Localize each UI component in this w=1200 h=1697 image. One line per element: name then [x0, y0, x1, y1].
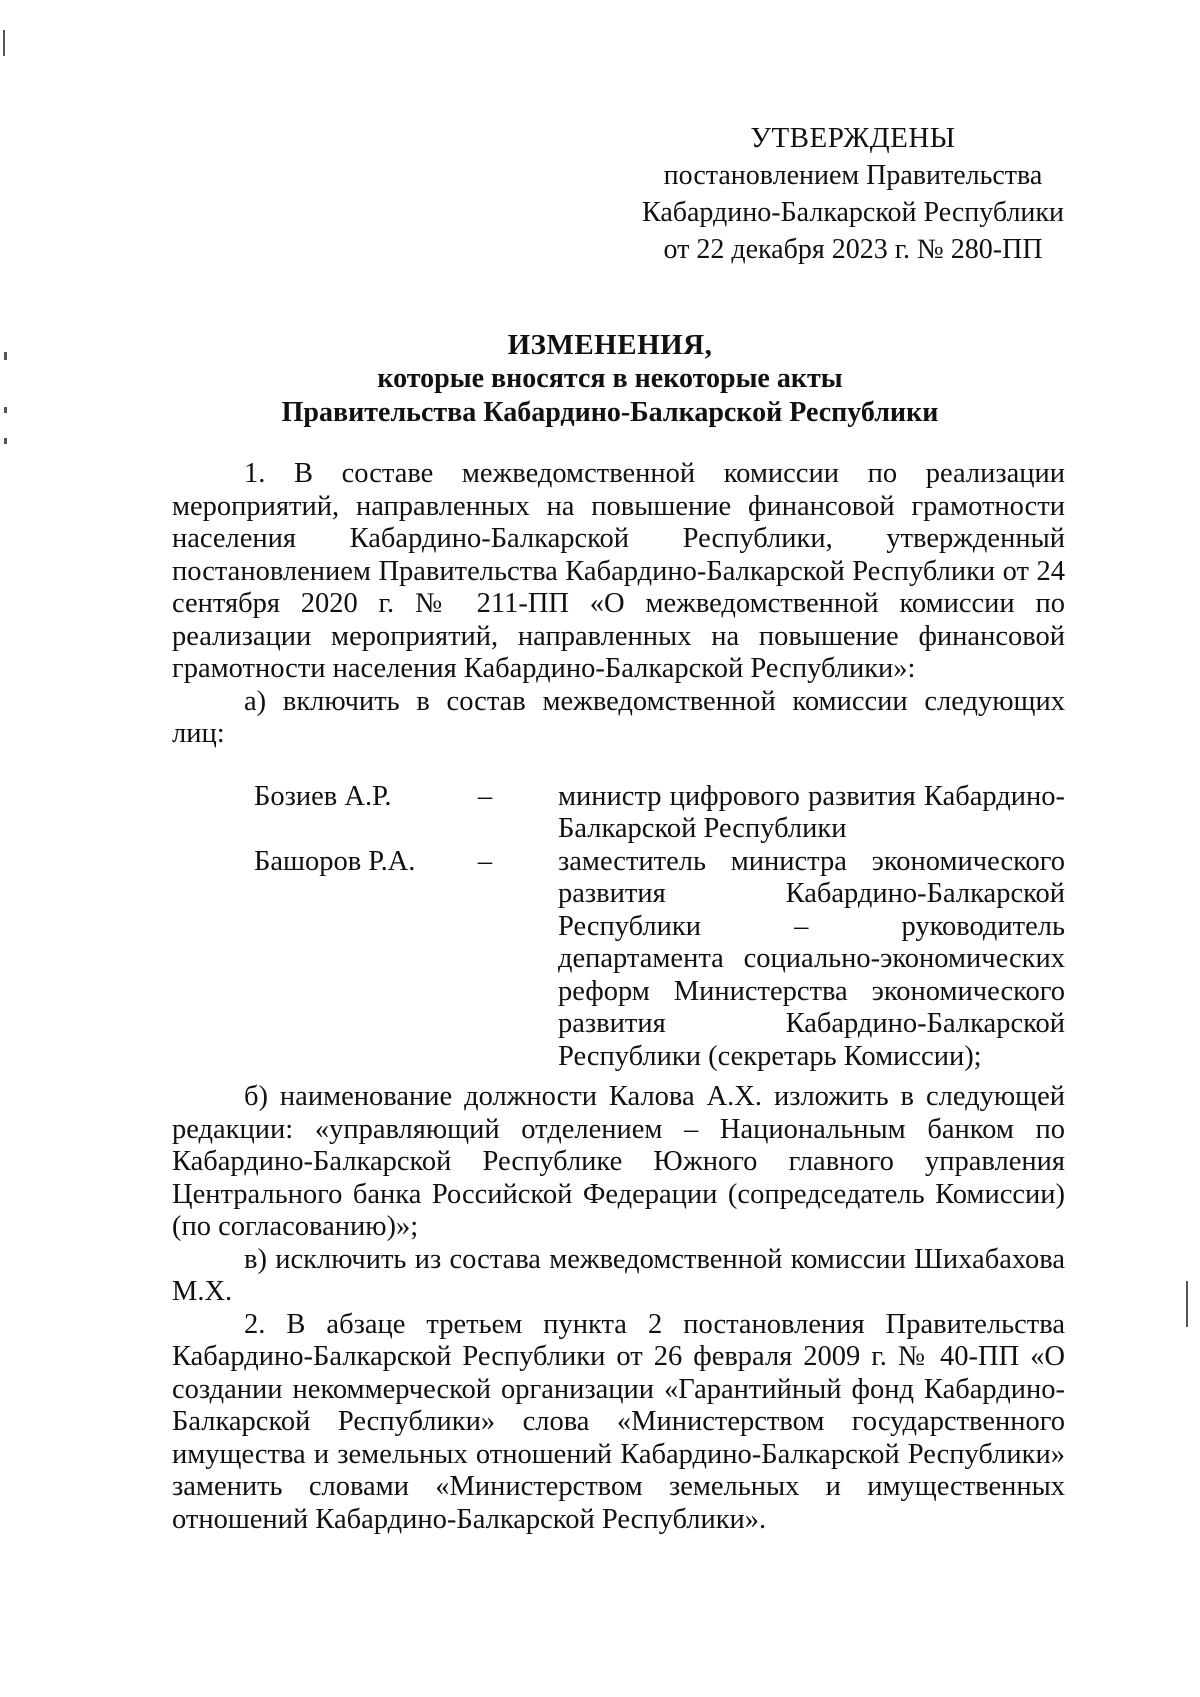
approval-title: УТВЕРЖДЕНЫ: [750, 122, 956, 154]
document-body: [172, 458, 1065, 1536]
document-heading: [170, 328, 1050, 430]
list-item: [172, 781, 1065, 846]
member-role: министр цифрового развития Кабардино-Балкарской Республики: [558, 780, 1065, 844]
member-name: Бозиев А.Р.: [254, 780, 392, 812]
paragraph-1c: в) исключить из состава межведомственной комиссии Шихабахова М.Х.: [172, 1243, 1065, 1307]
paragraph-1: 1. В составе межведомственной комиссии по реализации мероприятий, направленных на повышение финансовой грамотности населения Кабардино-Балкарской Республики, утвержденный постановлением Правительства Кабардино-Балкарской Республики от 24 сентября 2020 г. № 211-ПП «О межведомственной комиссии по реализации мероприятий, направленных на повышение финансовой грамотности населения Кабардино-Балкарской Республики»:: [172, 458, 1065, 684]
scan-mark-left-3: [4, 438, 7, 444]
scan-mark-left-1: [4, 352, 7, 360]
approval-line-3: от 22 декабря 2023 г. № 280-ПП: [663, 234, 1043, 265]
members-list: [172, 781, 1065, 1074]
approval-line-1: постановлением Правительства: [663, 160, 1043, 191]
paragraph-1a: а) включить в состав межведомственной комиссии следующих лиц:: [172, 685, 1065, 749]
paragraph-1b: б) наименование должности Калова А.Х. изложить в следующей редакции: «управляющий отделением – Национальным банком по Кабардино-Балкарской Республике Южного главного управления Центрального банка Российской Федерации (сопредседатель Комиссии) (по согласованию)»;: [172, 1081, 1065, 1242]
member-role: заместитель министра экономического развития Кабардино-Балкарской Республики – руководитель департамента социально-экономических реформ Министерства экономического развития Кабардино-Балкарской Республики (секретарь Комиссии);: [558, 845, 1065, 1072]
paragraph-2: 2. В абзаце третьем пункта 2 постановления Правительства Кабардино-Балкарской Республики от 26 февраля 2009 г. № 40-ПП «О создании некоммерческой организации «Гарантийный фонд Кабардино-Балкарской Республики» слова «Министерством государственного имущества и земельных отношений Кабардино-Балкарской Республики» заменить словами «Министерством земельных и имущественных отношений Кабардино-Балкарской Республики».: [172, 1308, 1065, 1535]
member-name: Башоров Р.А.: [254, 845, 416, 877]
list-item: [172, 846, 1065, 1074]
member-dash: –: [477, 845, 493, 877]
heading-line-2: Правительства Кабардино-Балкарской Республики: [281, 397, 939, 428]
approval-line-2: Кабардино-Балкарской Республики: [642, 197, 1064, 228]
scan-mark-left-2: [4, 407, 7, 413]
heading-line-1: которые вносятся в некоторые акты: [377, 363, 843, 394]
approval-block: [618, 120, 1088, 268]
member-dash: –: [477, 780, 493, 812]
heading-title: ИЗМЕНЕНИЯ,: [507, 329, 713, 361]
scan-mark-top: [3, 30, 5, 56]
scan-mark-right: [1186, 1281, 1188, 1327]
